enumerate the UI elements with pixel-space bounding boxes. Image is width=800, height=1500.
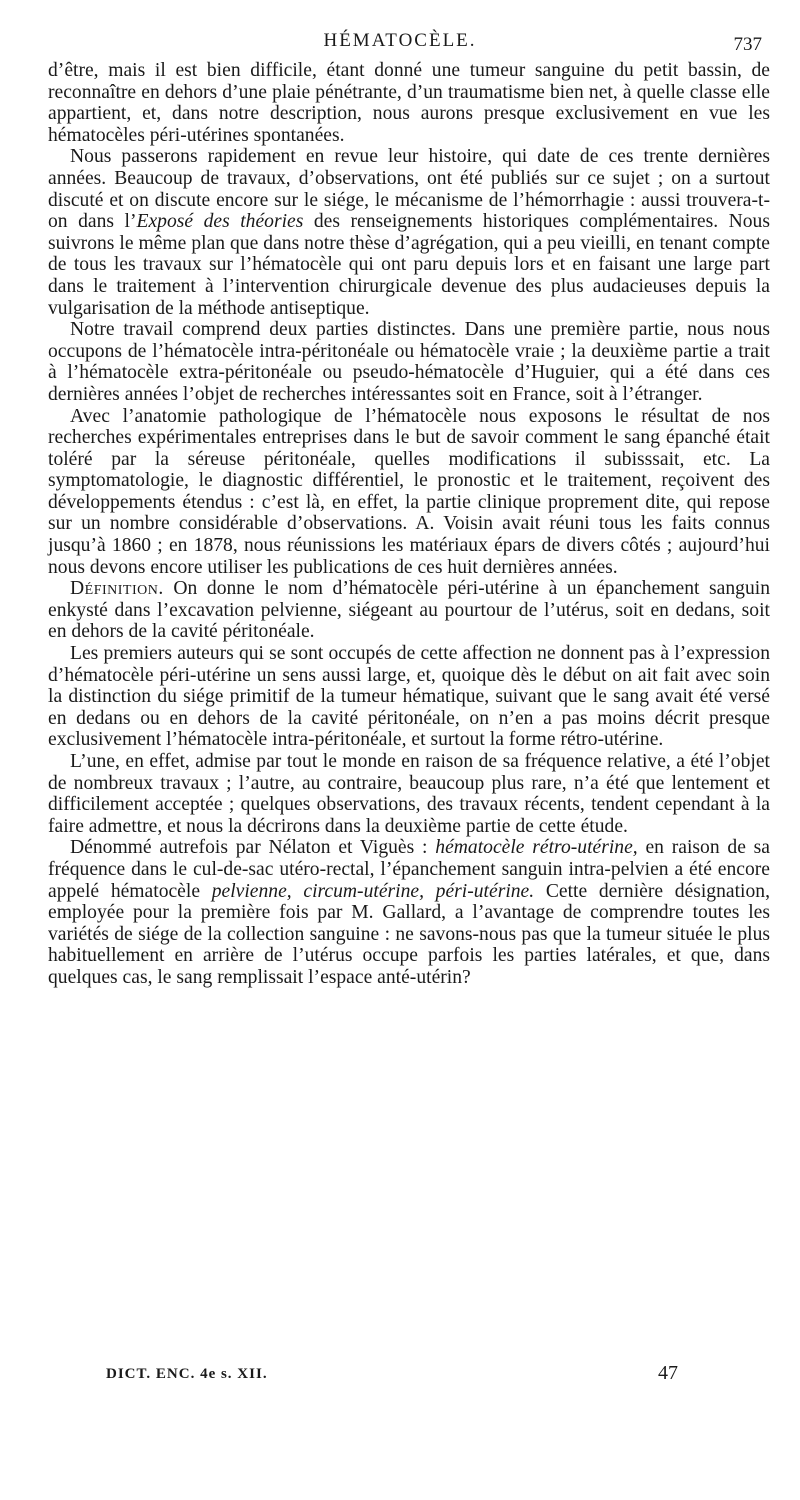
paragraph [48,406,770,579]
text-run: L’une, en effet, admise par tout le monde en raison de sa fréquence relative, a été l’objet de nombreux travaux ; l’autre, au contraire, beaucoup plus rare, n’a été que lentement et difficilement acceptée ; quelques observations, des travaux récents, tendent cependant à la faire admettre, et nous la décrirons dans la deuxième partie de cette étude. [48,751,770,837]
text-run: Les premiers auteurs qui se sont occupés de cette affection ne donnent pas à l’expression d’hématocèle péri-utérine un sens aussi large, et, quoique dès le début on ait fait avec soin la distinction du siége primitif de la tumeur hématique, suivant que le sang avait été versé en dedans ou en dehors de la cavité péritonéale, on n’en a pas moins décrit presque exclusivement l’hématocèle intra-péritonéale, et surtout la forme rétro-utérine. [48,643,770,751]
signature-number: 47 [658,1362,678,1384]
paragraph [48,578,770,643]
italic-text: Exposé des théories [136,211,304,233]
text-run: en raison de sa fréquence dans le cul-de-sac utéro-rectal, l’épanchement sanguin intra-pelvien a été encore appelé hématocèle [48,837,771,902]
page-footer [0,1362,800,1392]
paragraph [48,751,770,837]
text-run: Dénommé autrefois par Nélaton et Viguès : [70,837,436,859]
body-text [48,60,770,989]
text-run: d’être, mais il est bien difficile, étant donné une tumeur sanguine du petit bassin, de reconnaître en dehors d’une plaie pénétrante, d’un traumatisme bien net, à quelle classe elle appartient, et, dans notre description, nous aurons presque exclusivement en vue les hématocèles péri-utérines spontanées. [48,60,770,146]
text-run: Cette dernière désignation, employée pour la première fois par M. Gallard, a l’avantage de comprendre toutes les variétés de siége de la collection sanguine : ne savons-nous pas que la tumeur située le plus habituellement en arrière de l’utérus occupe parfois les parties latérales, et que, dans quelques cas, le sang remplissait l’espace anté-utérin? [48,880,770,988]
paragraph [48,146,770,319]
text-run: Avec l’anatomie pathologique de l’hématocèle nous exposons le résultat de nos recherches expérimentales entreprises dans le but de savoir comment le sang épanché était toléré par la séreuse péritonéale, quelles modifications il subisssait, etc. La symptomatologie, le diagnostic différentiel, le pronostic et le traitement, reçoivent des développements étendus : c’est là, en effet, la partie clinique proprement dite, qui repose sur un nombre considérable d’observations. A. Voisin avait réuni tous les faits connus jusqu’à 1860 ; en 1878, nous réunissions les matériaux épars de divers côtés ; aujourd’hui nous devons encore utiliser les publications de ces huit dernières années. [48,405,770,578]
text-run: Nous passerons rapidement en revue leur histoire, qui date de ces trente dernières années. Beaucoup de travaux, d’observations, ont été publiés sur ce sujet ; on a surtout discuté et on discute encore sur le siége, le mécanisme de l’hémorrhagie : aussi trouvera-t-on dans l’ [48,146,770,233]
page-header [0,30,800,56]
section-heading: Définition. [70,578,164,600]
paragraph [48,319,770,405]
running-title: HÉMATOCÈLE. [323,30,477,51]
italic-text: pelvienne, circum-utérine, péri-utérine. [211,880,535,902]
signature-mark: DICT. ENC. 4e s. XII. [106,1366,268,1382]
paragraph [48,643,770,751]
paragraph [48,60,770,146]
page-number: 737 [733,34,762,55]
text-run: On donne le nom d’hématocèle péri-utérine à un épanchement sanguin enkysté dans l’excavation pelvienne, siégeant au pourtour de l’utérus, soit en dedans, soit en dehors de la cavité péritonéale. [48,578,770,643]
text-run: des renseignements historiques complémentaires. Nous suivrons le même plan que dans notre thèse d’agrégation, qui a peu vieilli, en tenant compte de tous les travaux sur l’hématocèle qui ont paru depuis lors et en faisant une large part dans le traitement à l’intervention chirurgicale devenue des plus audacieuses depuis la vulgarisation de la méthode antiseptique. [48,211,770,319]
paragraph [48,837,770,988]
text-run: Notre travail comprend deux parties distinctes. Dans une première partie, nous nous occupons de l’hématocèle intra-péritonéale ou hématocèle vraie ; la deuxième partie a trait à l’hématocèle extra-péritonéale ou pseudo-hématocèle d’Huguier, qui a été dans ces dernières années l’objet de recherches intéressantes soit en France, soit à l’étranger. [48,319,770,405]
italic-text: hématocèle rétro-utérine, [435,837,638,859]
